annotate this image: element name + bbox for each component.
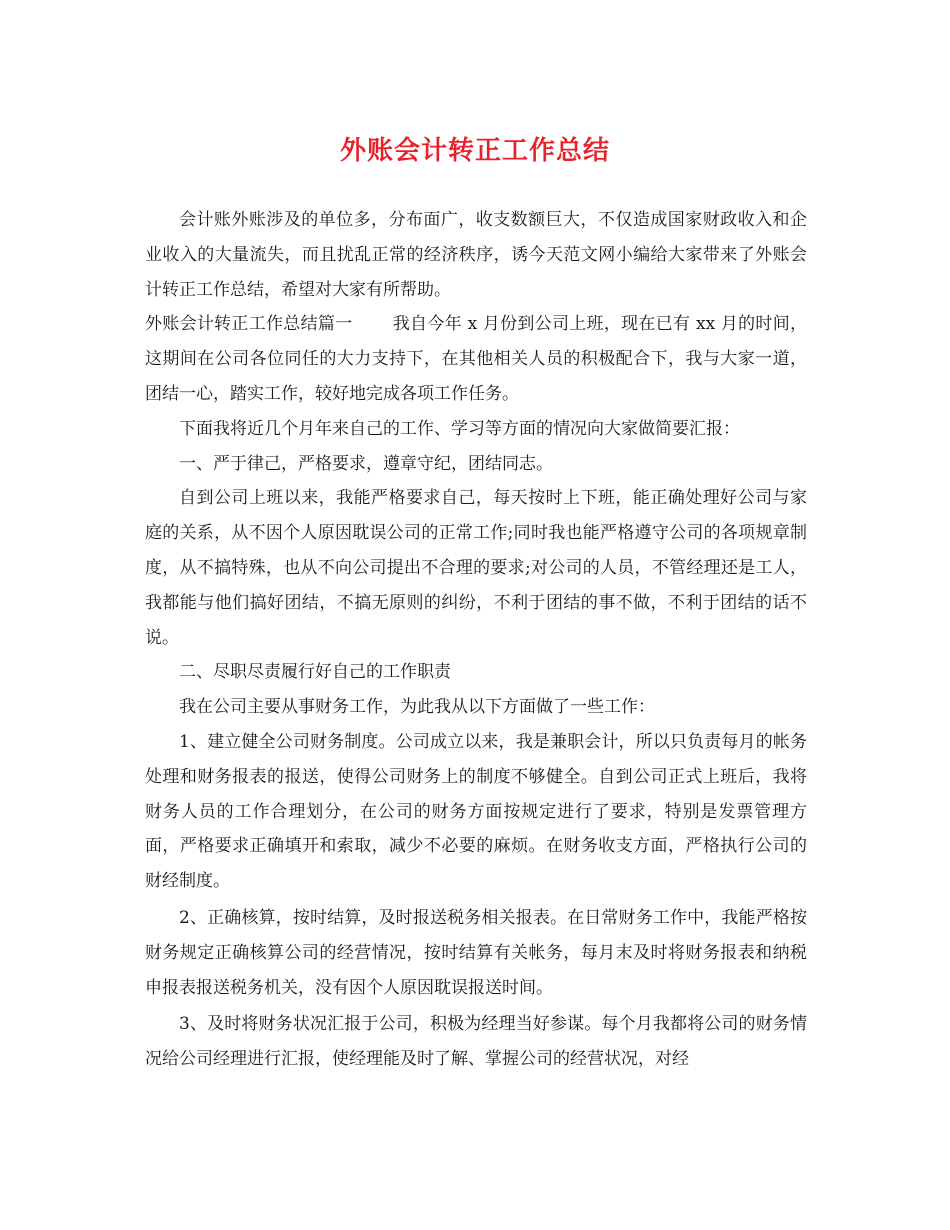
summary-intro-paragraph: 下面我将近几个月年来自己的工作、学习等方面的情况向大家做简要汇报： bbox=[179, 418, 740, 439]
duty-intro-paragraph: 我在公司主要从事财务工作，为此我从以下方面做了一些工作： bbox=[179, 697, 655, 718]
heading-two: 二、尽职尽责履行好自己的工作职责 bbox=[179, 662, 451, 683]
section-label: 外账会计转正工作总结篇一 bbox=[145, 314, 353, 335]
section-one-paragraph bbox=[145, 307, 807, 411]
intro-paragraph: 会计账外账涉及的单位多，分布面广，收支数额巨大，不仅造成国家财政收入和企业收入的大量流失，而且扰乱正常的经济秩序，诱今天范文网小编给大家带来了外账会计转正工作总结，希望对大家有所帮助。 bbox=[145, 210, 807, 300]
section-one-text: 我自今年 x 月份到公司上班，现在已有 xx 月的时间，这期间在公司各位同任的大力支持下，在其他相关人员的积极配合下，我与大家一道，团结一心，踏实工作，较好地完成各项工作任务。 bbox=[145, 314, 807, 404]
item-one-paragraph: 1、建立健全公司财务制度。公司成立以来，我是兼职会计，所以只负责每月的帐务处理和财务报表的报送，使得公司财务上的制度不够健全。自到公司正式上班后，我将财务人员的工作合理划分，在公司的财务方面按规定进行了要求，特别是发票管理方面，严格要求正确填开和索取，减少不必要的麻烦。在财务收支方面，严格执行公司的财经制度。 bbox=[145, 731, 807, 892]
item-three-paragraph: 3、及时将财务状况汇报于公司，积极为经理当好参谋。每个月我都将公司的财务情况给公司经理进行汇报，使经理能及时了解、掌握公司的经营状况，对经 bbox=[145, 1014, 807, 1070]
document-body bbox=[145, 203, 807, 1077]
discipline-paragraph: 自到公司上班以来，我能严格要求自己，每天按时上下班，能正确处理好公司与家庭的关系，从不因个人原因耽误公司的正常工作;同时我也能严格遵守公司的各项规章制度，从不搞特殊，也从不向公司提出不合理的要求;对公司的人员，不管经理还是工人，我都能与他们搞好团结，不搞无原则的纠纷，不利于团结的事不做，不利于团结的话不说。 bbox=[145, 488, 807, 648]
heading-one: 一、严于律己，严格要求，遵章守纪，团结同志。 bbox=[179, 453, 553, 474]
document-title: 外账会计转正工作总结 bbox=[339, 136, 610, 166]
item-two-paragraph: 2、正确核算，按时结算，及时报送税务相关报表。在日常财务工作中，我能严格按财务规定正确核算公司的经营情况，按时结算有关帐务，每月末及时将财务报表和纳税申报表报送税务机关，没有因个人原因耽误报送时间。 bbox=[145, 907, 807, 998]
